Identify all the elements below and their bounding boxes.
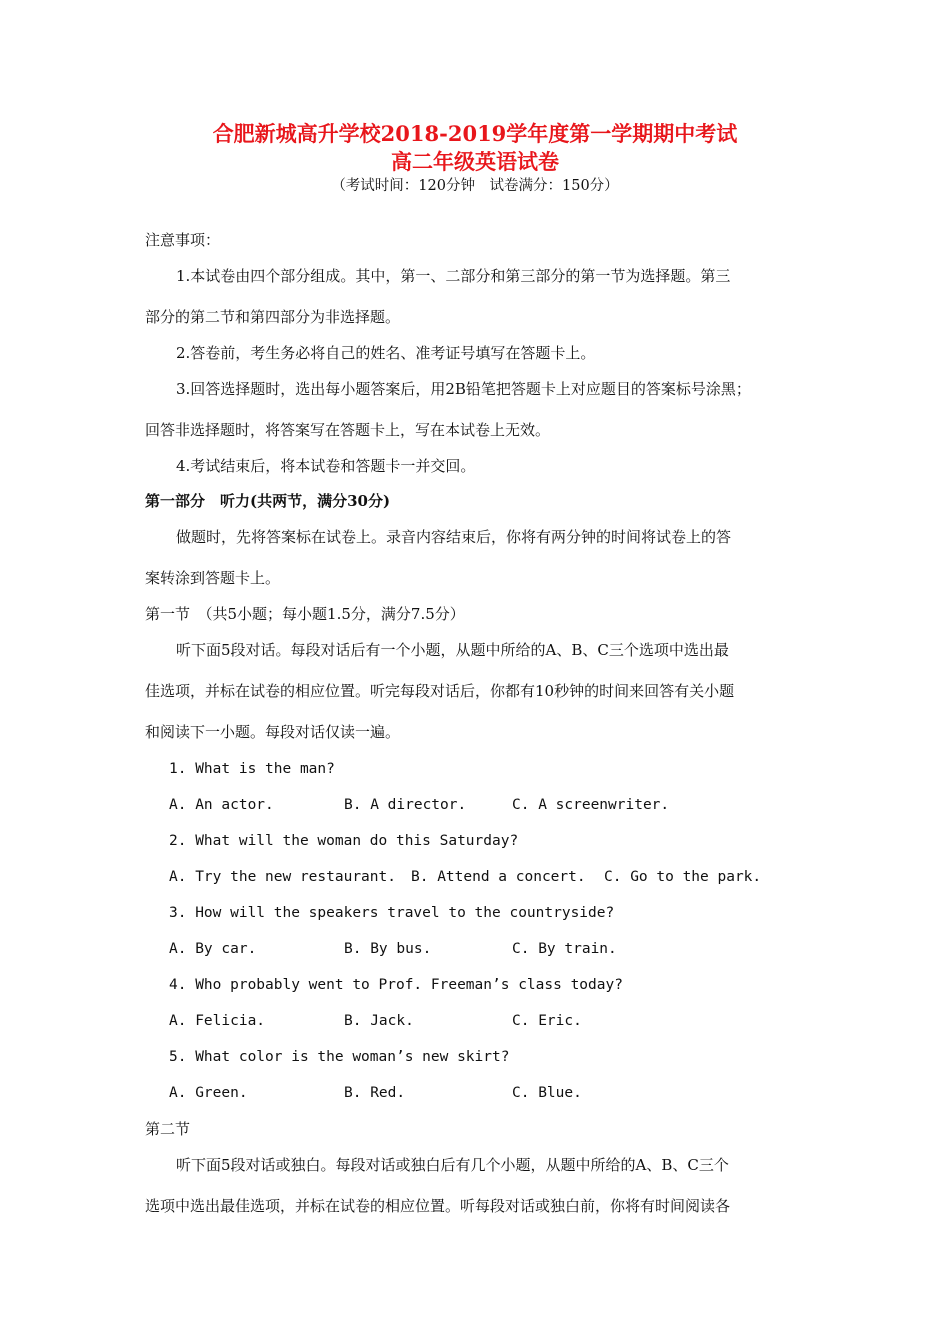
- note-3-line-2: 回答非选择题时，将答案写在答题卡上，写在本试卷上无效。: [145, 421, 551, 439]
- question-2: 2. What will the woman do this Saturday?: [169, 833, 519, 849]
- question-5-option-c: C. Blue.: [512, 1085, 582, 1101]
- question-3-option-c: C. By train.: [512, 941, 617, 957]
- note-3-line-1: 3.回答选择题时，选出每小题答案后，用2B铅笔把答题卡上对应题目的答案标号涂黑；: [176, 380, 751, 398]
- exam-subtitle-grade: 高二年级英语试卷: [391, 149, 559, 174]
- part1-heading: 第一部分 听力(共两节，满分30分): [145, 492, 391, 510]
- note-1-line-1: 1.本试卷由四个部分组成。其中，第一、二部分和第三部分的第一节为选择题。第三: [176, 267, 731, 285]
- section1-intro-line-2: 佳选项，并标在试卷的相应位置。听完每段对话后，你都有10秒钟的时间来回答有关小题: [145, 682, 735, 700]
- section2-intro-line-2: 选项中选出最佳选项，并标在试卷的相应位置。听每段对话或独白前，你将有时间阅读各: [145, 1197, 731, 1215]
- note-1-line-2: 部分的第二节和第四部分为非选择题。: [145, 308, 401, 326]
- question-5: 5. What color is the woman’s new skirt?: [169, 1049, 510, 1065]
- question-4-option-a: A. Felicia.: [169, 1013, 266, 1029]
- question-2-option-a: A. Try the new restaurant.: [169, 869, 396, 885]
- question-3-option-b: B. By bus.: [344, 941, 432, 957]
- question-4: 4. Who probably went to Prof. Freeman’s class today?: [169, 977, 623, 993]
- exam-time-info: （考试时间：120分钟 试卷满分：150分）: [331, 178, 619, 194]
- question-1-option-a: A. An actor.: [169, 797, 274, 813]
- notes-heading: 注意事项：: [145, 231, 221, 249]
- question-5-option-a: A. Green.: [169, 1085, 248, 1101]
- question-3-option-a: A. By car.: [169, 941, 257, 957]
- question-2-option-c: C. Go to the park.: [604, 869, 762, 885]
- question-3: 3. How will the speakers travel to the countryside?: [169, 905, 615, 921]
- question-4-option-b: B. Jack.: [344, 1013, 414, 1029]
- section1-heading: 第一节 （共5小题；每小题1.5分，满分7.5分）: [145, 605, 465, 623]
- section1-intro-line-1: 听下面5段对话。每段对话后有一个小题，从题中所给的A、B、C三个选项中选出最: [176, 641, 729, 659]
- section2-heading: 第二节: [145, 1120, 191, 1138]
- part1-intro-line-2: 案转涂到答题卡上。: [145, 569, 281, 587]
- question-1-option-c: C. A screenwriter.: [512, 797, 670, 813]
- question-1-option-b: B. A director.: [344, 797, 467, 813]
- note-2: 2.答卷前，考生务必将自己的姓名、准考证号填写在答题卡上。: [176, 344, 596, 362]
- section1-intro-line-3: 和阅读下一小题。每段对话仅读一遍。: [145, 723, 401, 741]
- question-4-option-c: C. Eric.: [512, 1013, 582, 1029]
- exam-title: 合肥新城高升学校2018-2019学年度第一学期期中考试: [212, 121, 738, 146]
- note-4: 4.考试结束后，将本试卷和答题卡一并交回。: [176, 457, 476, 475]
- question-5-option-b: B. Red.: [344, 1085, 406, 1101]
- section2-intro-line-1: 听下面5段对话或独白。每段对话或独白后有几个小题，从题中所给的A、B、C三个: [176, 1156, 729, 1174]
- part1-intro-line-1: 做题时，先将答案标在试卷上。录音内容结束后，你将有两分钟的时间将试卷上的答: [176, 528, 732, 546]
- question-1: 1. What is the man?: [169, 761, 335, 777]
- question-2-option-b: B. Attend a concert.: [411, 869, 586, 885]
